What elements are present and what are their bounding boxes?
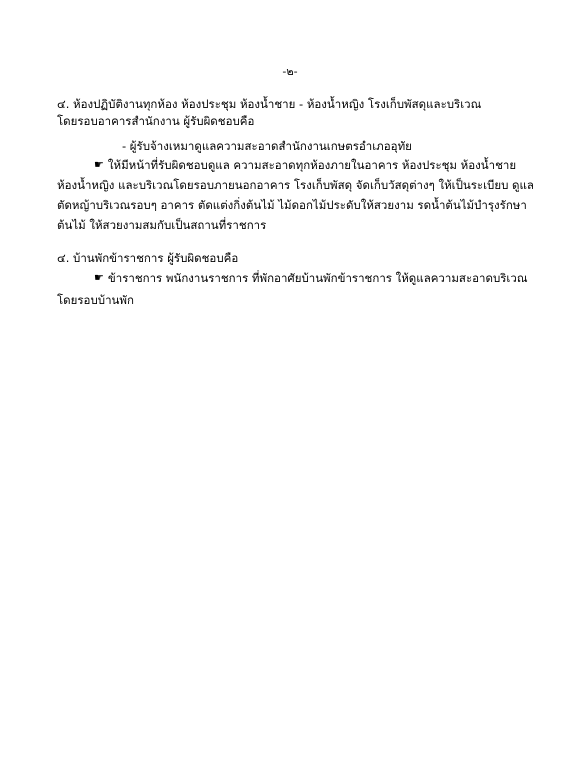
pointing-hand-icon: ☛ [94,158,104,171]
office-duty-line3: ตัดหญ้าบริเวณรอบๆ อาคาร ตัดแต่งกิ่งต้นไม้ ไม้ดอกไม้ประดับให้สวยงาม รดน้ำต้นไม้บำรุงรักษา [57,198,527,212]
office-responsible-party: - ผู้รับจ้างเหมาดูแลความสะอาดสำนักงานเกษตรอำเภออุทัย [122,139,412,153]
housing-section-heading: ๔. บ้านพักข้าราชการ ผู้รับผิดชอบคือ [57,251,239,265]
office-duty-line2: ห้องน้ำหญิง และบริเวณโดยรอบภายนอกอาคาร โรงเก็บพัสดุ จัดเก็บวัสดุต่างๆ ให้เป็นระเบียบ ดูแล [57,178,534,192]
page-number: -๒- [282,65,298,78]
housing-duty-line2: โดยรอบบ้านพัก [57,293,134,307]
office-duty-text1: ให้มีหน้าที่รับผิดชอบดูแล ความสะอาดทุกห้องภายในอาคาร ห้องประชุม ห้องน้ำชาย [107,158,517,172]
office-section-heading-line1: ๔. ห้องปฏิบัติงานทุกห้อง ห้องประชุม ห้องน้ำชาย - ห้องน้ำหญิง โรงเก็บพัสดุและบริเวณ [57,97,482,111]
housing-duty-line1 [94,270,528,287]
office-duty-line1 [94,157,516,174]
housing-duty-text1: ข้าราชการ พนักงานราชการ ที่พักอาศัยบ้านพักข้าราชการ ให้ดูแลความสะอาดบริเวณ [107,271,528,285]
office-section-heading-line2: โดยรอบอาคารสำนักงาน ผู้รับผิดชอบคือ [57,114,255,128]
pointing-hand-icon: ☛ [94,271,104,284]
office-duty-line4: ต้นไม้ ให้สวยงามสมกับเป็นสถานที่ราชการ [57,218,267,232]
